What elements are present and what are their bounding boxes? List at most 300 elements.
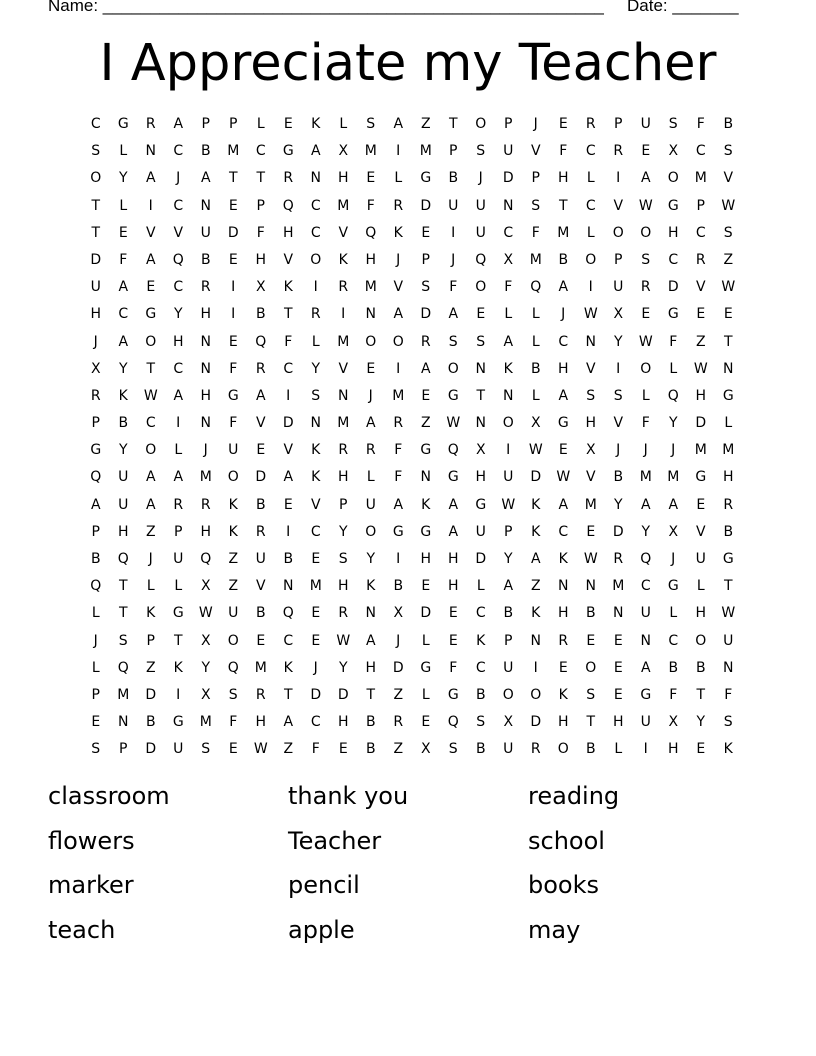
grid-letter: E — [696, 496, 706, 513]
grid-letter: E — [641, 143, 651, 160]
grid-letter: H — [200, 306, 212, 323]
grid-letter: R — [393, 714, 404, 731]
grid-letter: S — [421, 279, 431, 296]
grid-letter: B — [530, 360, 541, 377]
grid-letter: L — [174, 442, 183, 459]
grid-letter: A — [530, 551, 541, 567]
grid-letter: E — [91, 714, 101, 731]
grid-letter: V — [613, 197, 624, 214]
grid-letter: Y — [338, 659, 348, 676]
grid-letter: K — [723, 741, 733, 758]
grid-letter: U — [228, 605, 239, 622]
grid-letter: L — [669, 360, 678, 377]
grid-letter: A — [145, 469, 156, 486]
grid-letter: F — [669, 686, 678, 703]
grid-letter: S — [476, 143, 486, 160]
grid-letter: Z — [695, 333, 706, 350]
grid-letter: U — [475, 224, 486, 241]
grid-letter: V — [255, 578, 266, 595]
grid-letter: H — [420, 551, 432, 567]
grid-letter: B — [145, 714, 156, 731]
grid-letter: G — [172, 714, 184, 731]
grid-letter: L — [339, 116, 348, 132]
grid-letter: C — [283, 360, 294, 377]
grid-letter: Q — [90, 578, 102, 595]
grid-letter: C — [118, 306, 129, 323]
grid-letter: B — [695, 659, 706, 676]
grid-letter: C — [585, 197, 596, 214]
grid-letter: R — [365, 442, 376, 459]
grid-letter: O — [530, 686, 542, 703]
grid-letter: S — [723, 143, 733, 160]
grid-letter: R — [200, 496, 211, 513]
grid-letter: K — [146, 605, 156, 622]
grid-letter: O — [227, 632, 239, 649]
grid-letter: D — [502, 170, 514, 187]
grid-letter: Z — [530, 578, 541, 595]
grid-letter: S — [118, 632, 128, 649]
grid-letter: Z — [393, 686, 404, 703]
grid-letter: R — [145, 116, 156, 132]
grid-letter: J — [396, 632, 401, 649]
grid-letter: H — [695, 387, 707, 404]
grid-letter: Y — [641, 523, 651, 540]
grid-letter: F — [394, 469, 403, 486]
grid-letter: L — [641, 387, 650, 404]
grid-letter: P — [614, 116, 623, 132]
grid-letter: R — [695, 251, 706, 268]
grid-letter: G — [90, 442, 102, 459]
grid-letter: R — [585, 116, 596, 132]
word-list-item: classroom — [48, 782, 170, 810]
grid-letter: P — [146, 632, 155, 649]
grid-letter: Q — [447, 442, 459, 459]
word-list-item: school — [528, 826, 605, 855]
grid-letter: E — [311, 632, 321, 649]
grid-letter: Y — [118, 442, 128, 459]
grid-letter: S — [228, 686, 238, 703]
grid-letter: S — [366, 116, 376, 132]
grid-letter: U — [475, 197, 486, 214]
grid-letter: E — [448, 605, 458, 622]
grid-letter: I — [341, 306, 346, 323]
grid-letter: H — [365, 659, 377, 676]
grid-letter: Y — [696, 714, 706, 731]
grid-letter: D — [475, 551, 487, 567]
grid-letter: M — [199, 469, 212, 486]
grid-letter: Q — [90, 469, 102, 486]
grid-letter: Z — [393, 741, 404, 758]
grid-letter: B — [200, 251, 211, 268]
grid-letter: K — [503, 360, 513, 377]
grid-letter: Z — [420, 116, 431, 132]
grid-letter: U — [118, 496, 129, 513]
grid-letter: B — [365, 741, 376, 758]
grid-letter: S — [723, 714, 733, 731]
word-list-item: flowers — [48, 826, 135, 855]
grid-letter: E — [228, 251, 238, 268]
grid-letter: K — [531, 523, 541, 540]
grid-letter: J — [451, 251, 456, 268]
grid-letter: B — [475, 741, 486, 758]
grid-letter: A — [420, 360, 431, 377]
grid-letter: O — [585, 659, 597, 676]
date-field-label: Date: _______ — [627, 0, 739, 15]
grid-letter: A — [173, 387, 184, 404]
grid-letter: B — [393, 578, 404, 595]
word-list-item: books — [528, 871, 600, 899]
grid-letter: O — [365, 333, 377, 350]
word-list-row — [48, 779, 788, 824]
grid-letter: X — [503, 714, 514, 731]
grid-letter: P — [256, 197, 265, 214]
grid-letter: V — [585, 469, 596, 486]
grid-letter: W — [198, 605, 213, 622]
grid-letter: A — [558, 387, 569, 404]
grid-letter: U — [640, 605, 651, 622]
grid-letter: J — [616, 442, 621, 459]
grid-letter: L — [531, 306, 540, 323]
grid-letter: R — [393, 197, 404, 214]
grid-letter: W — [143, 387, 158, 404]
grid-letter: G — [227, 387, 239, 404]
grid-letter: E — [696, 306, 706, 323]
grid-letter: A — [173, 116, 184, 132]
grid-letter: G — [447, 686, 459, 703]
grid-letter: V — [695, 523, 706, 540]
grid-letter: H — [117, 523, 129, 540]
grid-letter: C — [173, 143, 184, 160]
grid-letter: W — [253, 741, 268, 758]
word-list-item: Teacher — [288, 826, 382, 855]
grid-letter: E — [311, 551, 321, 567]
grid-letter: M — [309, 578, 322, 595]
grid-letter: Q — [530, 279, 542, 296]
grid-letter: V — [255, 415, 266, 432]
grid-letter: T — [91, 224, 101, 241]
grid-letter: F — [256, 224, 265, 241]
grid-letter: N — [310, 415, 321, 432]
grid-letter: X — [393, 605, 404, 622]
grid-letter: M — [584, 496, 597, 513]
grid-letter: N — [283, 578, 294, 595]
grid-letter: V — [723, 170, 734, 187]
grid-letter: X — [585, 442, 596, 459]
grid-letter: S — [531, 197, 541, 214]
grid-letter: T — [118, 578, 128, 595]
grid-letter: M — [694, 442, 707, 459]
grid-letter: U — [503, 741, 514, 758]
grid-letter: H — [200, 387, 212, 404]
grid-letter: U — [228, 442, 239, 459]
grid-letter: R — [420, 333, 431, 350]
grid-letter: O — [640, 224, 652, 241]
grid-letter: O — [475, 279, 487, 296]
grid-letter: L — [614, 741, 623, 758]
grid-letter: S — [91, 143, 101, 160]
grid-letter: Y — [173, 306, 183, 323]
grid-letter: A — [145, 170, 156, 187]
grid-letter: W — [556, 469, 571, 486]
grid-letter: Y — [311, 360, 321, 377]
grid-letter: J — [533, 116, 538, 132]
grid-letter: R — [613, 551, 624, 567]
grid-letter: E — [118, 224, 128, 241]
grid-letter: I — [176, 415, 181, 432]
grid-letter: M — [199, 714, 212, 731]
grid-letter: C — [173, 197, 184, 214]
grid-letter: T — [586, 714, 596, 731]
grid-letter: I — [148, 197, 153, 214]
grid-letter: P — [91, 415, 100, 432]
grid-letter: M — [337, 197, 350, 214]
grid-letter: E — [146, 279, 156, 296]
word-list-item: thank you — [288, 782, 409, 810]
grid-letter: F — [229, 415, 238, 432]
grid-letter: K — [311, 442, 321, 459]
grid-letter: P — [614, 251, 623, 268]
grid-letter: U — [503, 143, 514, 160]
grid-letter: R — [640, 279, 651, 296]
grid-letter: C — [310, 523, 321, 540]
word-list-row — [48, 868, 788, 913]
grid-letter: V — [283, 442, 294, 459]
grid-letter: K — [118, 387, 128, 404]
grid-letter: G — [667, 306, 679, 323]
grid-letter: M — [392, 387, 405, 404]
grid-letter: E — [613, 632, 623, 649]
grid-letter: V — [393, 279, 404, 296]
grid-letter: V — [145, 224, 156, 241]
grid-letter: W — [336, 632, 351, 649]
word-list-item: may — [528, 915, 581, 944]
grid-letter: N — [503, 197, 514, 214]
grid-letter: I — [616, 170, 621, 187]
name-field-label: Name: _____________________________________________________ — [48, 0, 604, 15]
word-list-item: marker — [48, 871, 134, 899]
grid-letter: C — [475, 659, 486, 676]
grid-letter: K — [558, 686, 568, 703]
grid-letter: I — [506, 442, 511, 459]
grid-letter: Q — [282, 605, 294, 622]
grid-letter: Q — [200, 551, 212, 567]
grid-letter: M — [722, 442, 735, 459]
grid-letter: N — [558, 578, 569, 595]
grid-letter: K — [421, 496, 431, 513]
grid-letter: J — [203, 442, 208, 459]
grid-letter: R — [393, 415, 404, 432]
grid-letter: E — [228, 333, 238, 350]
grid-letter: T — [723, 333, 733, 350]
grid-letter: N — [613, 605, 624, 622]
grid-letter: P — [174, 523, 183, 540]
grid-letter: K — [366, 578, 376, 595]
grid-letter: P — [449, 143, 458, 160]
grid-letter: E — [476, 306, 486, 323]
grid-letter: H — [557, 605, 569, 622]
grid-letter: S — [91, 741, 101, 758]
grid-letter: O — [640, 360, 652, 377]
grid-letter: H — [337, 578, 349, 595]
grid-letter: N — [145, 143, 156, 160]
grid-letter: N — [585, 578, 596, 595]
grid-letter: H — [612, 714, 624, 731]
grid-letter: E — [283, 116, 293, 132]
grid-letter: S — [338, 551, 348, 567]
grid-letter: J — [93, 333, 98, 350]
grid-letter: K — [338, 251, 348, 268]
grid-letter: E — [311, 605, 321, 622]
grid-letter: L — [586, 170, 595, 187]
grid-letter: D — [420, 605, 432, 622]
grid-letter: G — [172, 605, 184, 622]
grid-letter: H — [337, 714, 349, 731]
grid-letter: D — [282, 415, 294, 432]
grid-letter: G — [447, 469, 459, 486]
grid-letter: O — [557, 741, 569, 758]
grid-letter: H — [557, 170, 569, 187]
grid-letter: M — [117, 686, 130, 703]
grid-letter: L — [476, 578, 485, 595]
grid-letter: S — [586, 387, 596, 404]
grid-letter: T — [696, 686, 706, 703]
grid-letter: T — [173, 632, 183, 649]
grid-letter: A — [145, 496, 156, 513]
grid-letter: A — [640, 659, 651, 676]
grid-letter: Y — [201, 659, 211, 676]
grid-letter: F — [449, 279, 458, 296]
grid-letter: C — [558, 333, 569, 350]
grid-letter: S — [641, 251, 651, 268]
grid-letter: L — [146, 578, 155, 595]
grid-letter: J — [396, 251, 401, 268]
grid-letter: T — [366, 686, 376, 703]
grid-letter: L — [119, 143, 128, 160]
word-list-item: pencil — [288, 871, 360, 899]
grid-letter: U — [90, 279, 101, 296]
grid-letter: A — [283, 469, 294, 486]
grid-letter: S — [668, 116, 678, 132]
grid-letter: O — [145, 442, 157, 459]
grid-letter: B — [255, 496, 266, 513]
grid-letter: X — [90, 360, 101, 377]
grid-letter: J — [561, 306, 566, 323]
grid-letter: E — [421, 224, 431, 241]
grid-letter: P — [119, 741, 128, 758]
grid-letter: A — [145, 251, 156, 268]
grid-letter: X — [668, 523, 679, 540]
grid-letter: R — [173, 496, 184, 513]
grid-letter: I — [396, 551, 401, 567]
grid-letter: O — [365, 523, 377, 540]
grid-letter: J — [313, 659, 318, 676]
grid-letter: G — [667, 578, 679, 595]
grid-letter: K — [283, 279, 293, 296]
grid-letter: A — [558, 496, 569, 513]
grid-letter: H — [447, 551, 459, 567]
grid-letter: Q — [172, 251, 184, 268]
grid-letter: A — [393, 116, 404, 132]
grid-letter: E — [366, 170, 376, 187]
grid-letter: O — [392, 333, 404, 350]
grid-letter: H — [337, 170, 349, 187]
page-title: I Appreciate my Teacher — [99, 34, 717, 93]
grid-letter: A — [118, 279, 129, 296]
grid-letter: L — [394, 170, 403, 187]
grid-letter: D — [695, 415, 707, 432]
grid-letter: D — [90, 251, 102, 268]
grid-letter: N — [640, 632, 651, 649]
grid-letter: N — [503, 387, 514, 404]
grid-letter: A — [200, 170, 211, 187]
grid-letter: U — [695, 551, 706, 567]
grid-letter: E — [283, 496, 293, 513]
grid-letter: C — [558, 523, 569, 540]
grid-letter: A — [393, 306, 404, 323]
grid-letter: N — [200, 333, 211, 350]
grid-letter: M — [557, 224, 570, 241]
grid-letter: K — [228, 496, 238, 513]
grid-letter: F — [724, 686, 733, 703]
grid-letter: E — [228, 741, 238, 758]
grid-letter: C — [585, 143, 596, 160]
grid-letter: V — [695, 279, 706, 296]
grid-letter: O — [310, 251, 322, 268]
grid-letter: O — [502, 686, 514, 703]
grid-letter: G — [695, 469, 707, 486]
grid-letter: P — [421, 251, 430, 268]
grid-letter: C — [695, 224, 706, 241]
word-list-row — [48, 824, 788, 869]
grid-letter: T — [91, 197, 101, 214]
grid-letter: Z — [228, 551, 239, 567]
grid-letter: C — [503, 224, 514, 241]
grid-letter: A — [365, 632, 376, 649]
grid-letter: Y — [338, 523, 348, 540]
grid-letter: Y — [613, 333, 623, 350]
grid-letter: N — [723, 360, 734, 377]
grid-letter: G — [640, 686, 652, 703]
grid-letter: R — [723, 496, 734, 513]
grid-letter: A — [640, 496, 651, 513]
grid-letter: S — [613, 387, 623, 404]
grid-letter: Y — [118, 360, 128, 377]
grid-letter: Y — [668, 415, 678, 432]
grid-letter: D — [530, 469, 542, 486]
grid-letter: Q — [255, 333, 267, 350]
grid-letter: O — [447, 360, 459, 377]
grid-letter: U — [475, 523, 486, 540]
grid-letter: H — [365, 251, 377, 268]
grid-letter: I — [451, 224, 456, 241]
grid-letter: L — [696, 578, 705, 595]
grid-letter: C — [173, 360, 184, 377]
grid-letter: D — [255, 469, 267, 486]
grid-letter: T — [146, 360, 156, 377]
grid-letter: W — [638, 333, 653, 350]
grid-letter: L — [586, 224, 595, 241]
grid-letter: Y — [613, 496, 623, 513]
grid-letter: R — [255, 523, 266, 540]
grid-letter: F — [119, 251, 128, 268]
grid-letter: S — [311, 387, 321, 404]
grid-letter: P — [696, 197, 705, 214]
grid-letter: E — [641, 306, 651, 323]
grid-letter: V — [173, 224, 184, 241]
grid-letter: M — [364, 279, 377, 296]
grid-letter: I — [176, 686, 181, 703]
grid-letter: U — [613, 279, 624, 296]
